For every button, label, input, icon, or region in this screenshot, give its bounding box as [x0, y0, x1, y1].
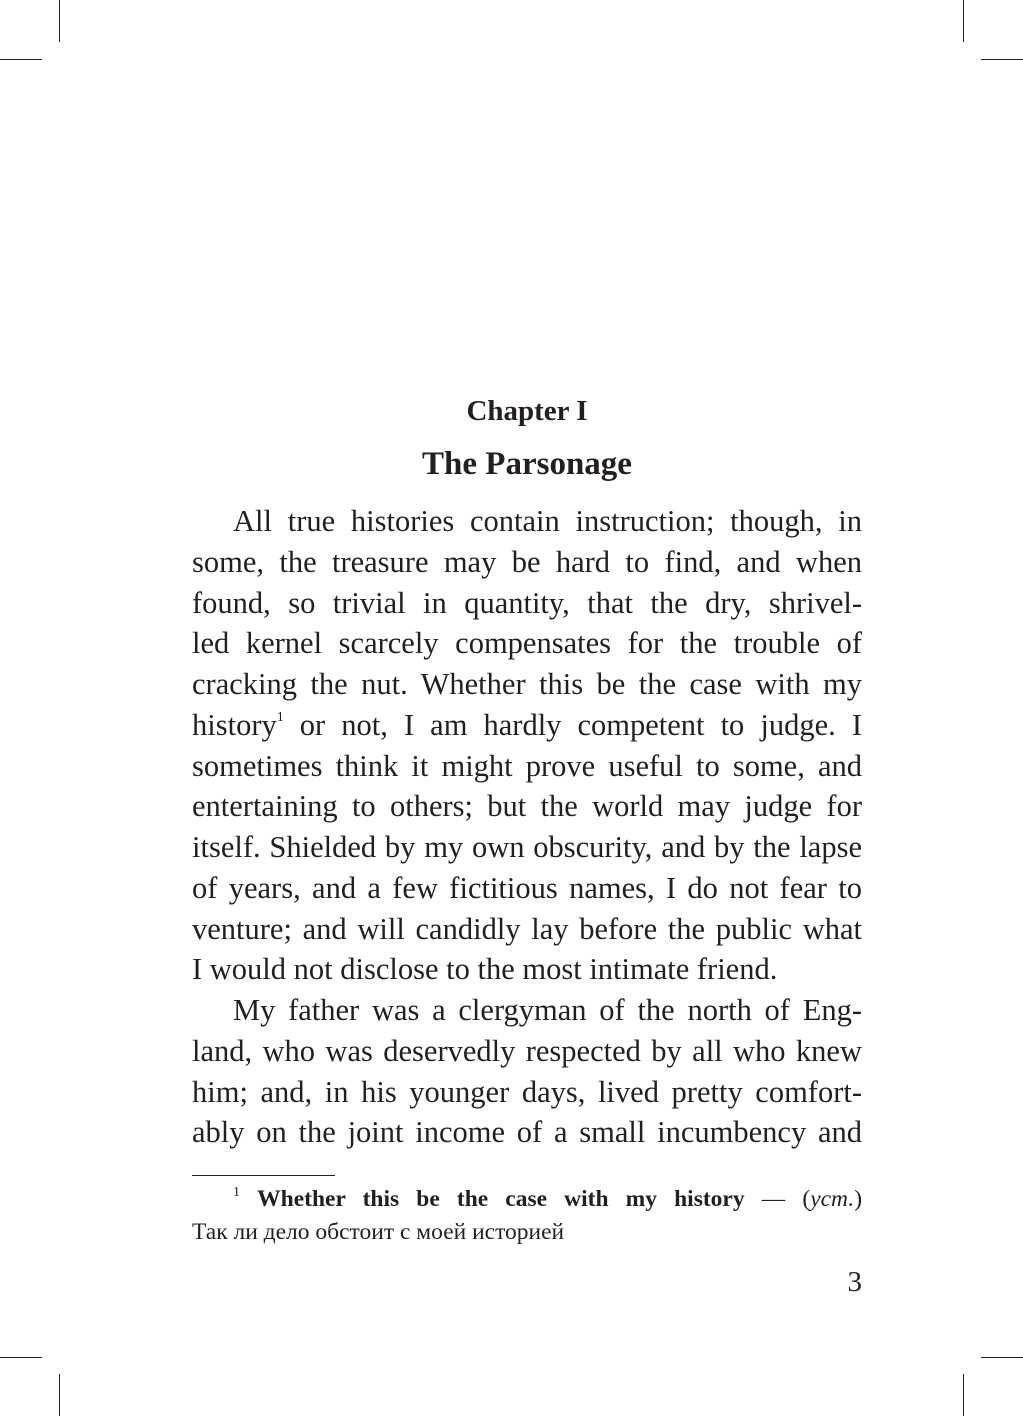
text-line: ably on the joint income of a small incumbency and [192, 1115, 862, 1150]
text-line: cracking the nut. Whether this be the case with my [192, 667, 862, 701]
text-line: All true histories contain instruction; though, in [233, 504, 862, 538]
text-line-with-footnote [192, 705, 862, 746]
footnote-reference[interactable]: 1 [276, 709, 284, 725]
crop-mark-bottom-right-vertical [963, 1374, 964, 1416]
body-text [192, 501, 862, 1153]
page-number: 3 [847, 1266, 862, 1298]
footnote-abbreviation: уст. [810, 1186, 855, 1212]
crop-mark-top-left-vertical [59, 0, 60, 42]
footnote-phrase: Whether this be the case with my history [257, 1186, 745, 1212]
text-line: sometimes think it might prove useful to some, and [192, 748, 862, 783]
text-line: land, who was deservedly respected by all who knew [192, 1033, 862, 1068]
footnote-close: ) [854, 1186, 863, 1212]
crop-mark-bottom-right-horizontal [981, 1357, 1023, 1358]
footnote-dash: — ( [744, 1186, 811, 1212]
crop-mark-top-right-vertical [963, 0, 964, 42]
text-line: found, so trivial in quantity, that the dry, shrivel- [192, 585, 862, 620]
crop-mark-top-right-horizontal [981, 59, 1023, 60]
footnote-separator [192, 1175, 335, 1176]
chapter-title: The Parsonage [422, 446, 632, 482]
footnote [192, 1183, 862, 1249]
paragraph-2 [192, 990, 862, 1153]
text-line: I would not disclose to the most intimate friend. [192, 952, 778, 987]
text-line: itself. Shielded by my own obscurity, and by the lapse [192, 830, 862, 864]
text-line: led kernel scarcely compensates for the trouble of [192, 626, 862, 661]
footnote-marker: 1 [233, 1185, 240, 1200]
text-line: My father was a clergyman of the north of Eng- [233, 993, 862, 1027]
crop-mark-bottom-left-vertical [59, 1374, 60, 1416]
text-line: him; and, in his younger days, lived pretty comfort- [192, 1074, 862, 1109]
footnote-line [192, 1183, 862, 1216]
chapter-number: Chapter I [466, 395, 588, 427]
footnote-translation: Так ли дело обстоит с моей историей [192, 1219, 565, 1245]
text-line: some, the treasure may be hard to find, and when [192, 544, 862, 579]
paragraph-1 [192, 501, 862, 990]
text-line: of years, and a few fictitious names, I do not fear to [192, 870, 862, 905]
crop-mark-bottom-left-horizontal [0, 1357, 42, 1358]
crop-mark-top-left-horizontal [0, 59, 42, 60]
text-fragment: history [192, 707, 277, 742]
text-fragment: or not, I am hardly competent to judge. I [283, 707, 862, 742]
text-line: entertaining to others; but the world may judge for [192, 789, 862, 824]
text-line: venture; and will candidly lay before the public what [192, 911, 862, 946]
